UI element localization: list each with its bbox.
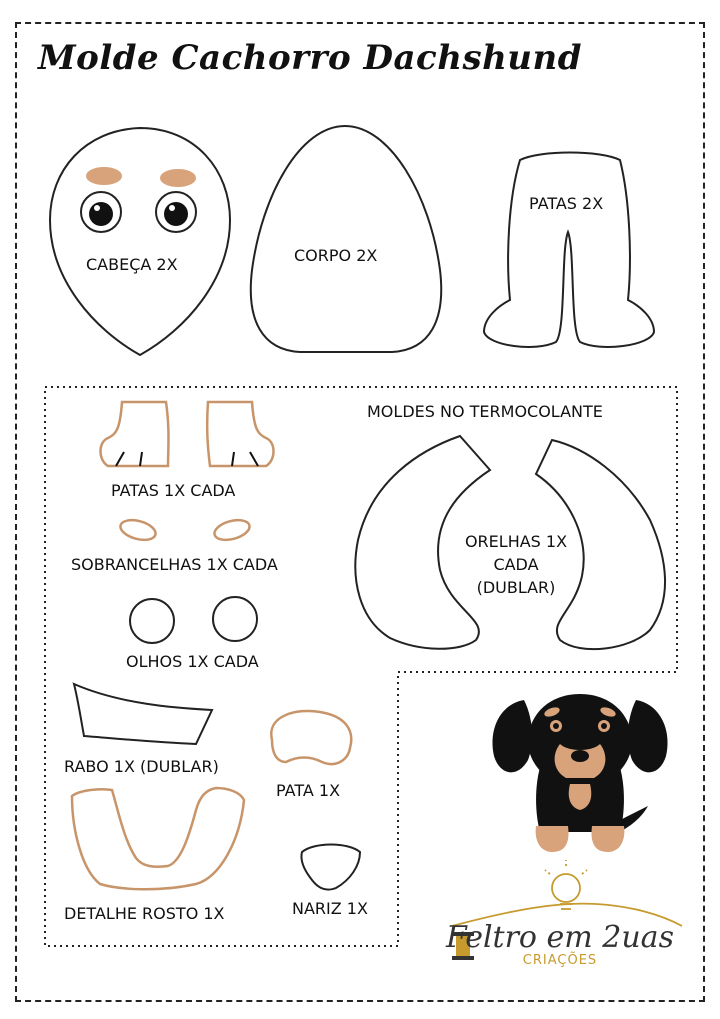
left-brow-mark	[86, 167, 122, 185]
head-shape	[50, 128, 230, 355]
label-brows: SOBRANCELHAS 1X CADA	[71, 555, 278, 574]
right-eye-pupil	[164, 202, 188, 226]
right-eye-piece	[213, 597, 257, 641]
tail-piece	[74, 684, 212, 744]
brand-logo	[440, 920, 680, 968]
right-paw-piece	[207, 402, 273, 466]
dog-illustration	[492, 694, 667, 852]
brand-lightbulb-icon	[452, 860, 682, 926]
label-nose: NARIZ 1X	[292, 899, 368, 918]
face-detail-piece	[72, 788, 244, 889]
label-eyes: OLHOS 1X CADA	[126, 652, 259, 671]
left-eye-piece	[130, 599, 174, 643]
label-legs: PATAS 2X	[529, 194, 604, 213]
right-brow-mark	[160, 169, 196, 187]
label-ears-line3: (DUBLAR)	[476, 578, 556, 597]
label-fusible-note: MOLDES NO TERMOCOLANTE	[367, 402, 603, 421]
left-paw-piece	[101, 402, 169, 466]
label-single-paw: PATA 1X	[276, 781, 341, 800]
label-head: CABEÇA 2X	[86, 255, 178, 274]
label-ears-line1: ORELHAS 1X	[464, 532, 568, 551]
right-brow-piece	[212, 517, 251, 544]
left-eye-pupil	[89, 202, 113, 226]
label-tail: RABO 1X (DUBLAR)	[64, 757, 219, 776]
brand-name: Feltro em 2uas	[446, 920, 674, 955]
label-body: CORPO 2X	[294, 246, 378, 265]
brand-subtitle: CRIAÇÕES	[522, 953, 598, 968]
page-title: Molde Cachorro Dachshund	[38, 38, 583, 78]
nose-piece	[301, 845, 360, 890]
label-ears-line2: CADA	[493, 555, 539, 574]
left-brow-piece	[118, 517, 157, 544]
label-paws: PATAS 1X CADA	[111, 481, 236, 500]
legs-shape	[484, 153, 654, 347]
body-shape	[251, 126, 441, 352]
single-paw-piece	[271, 711, 351, 764]
label-face-detail: DETALHE ROSTO 1X	[64, 904, 225, 923]
